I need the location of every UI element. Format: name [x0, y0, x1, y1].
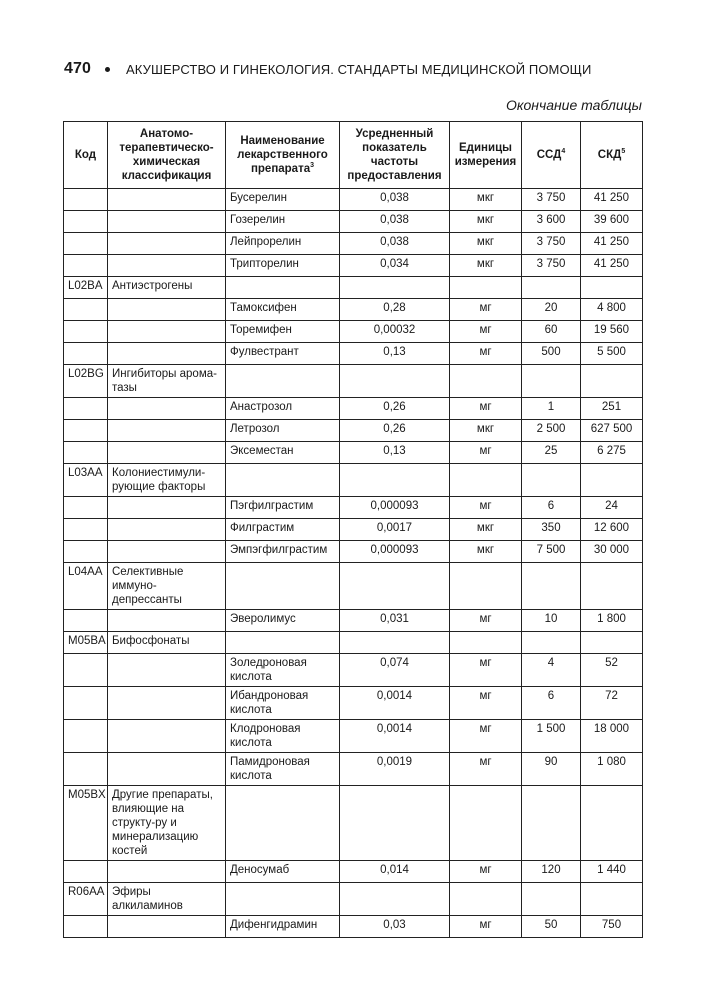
- table-cell-drug: Трипторелин: [226, 255, 340, 277]
- table-cell-frequency: [340, 365, 450, 398]
- table-cell-drug: Летрозол: [226, 420, 340, 442]
- table-cell-atc: Другие препараты, влияющие на структу-ру и минерализацию костей: [108, 786, 226, 861]
- table-cell-ssd: 3 750: [522, 255, 581, 277]
- table-cell-ssd: 4: [522, 654, 581, 687]
- table-header-row: [64, 122, 643, 189]
- table-cell-frequency: [340, 277, 450, 299]
- table-cell-ssd: 350: [522, 519, 581, 541]
- table-cell-skd: 1 440: [581, 861, 643, 883]
- table-cell-drug: Эмпэгфилграстим: [226, 541, 340, 563]
- table-cell-atc: [108, 211, 226, 233]
- table-cell-code: [64, 541, 108, 563]
- table-row: [64, 786, 643, 861]
- col-header-drug: Наименование лекарственного препарата$^3$: [226, 122, 340, 189]
- table-cell-frequency: 0,031: [340, 610, 450, 632]
- table-cell-drug: Филграстим: [226, 519, 340, 541]
- col-header-atc: Анатомо-терапевтическо-химическая классификация: [108, 122, 226, 189]
- table-cell-ssd: [522, 277, 581, 299]
- table-cell-frequency: 0,26: [340, 398, 450, 420]
- table-cell-drug: Лейпрорелин: [226, 233, 340, 255]
- table-cell-drug: [226, 464, 340, 497]
- table-cell-atc: [108, 610, 226, 632]
- table-cell-unit: мкг: [450, 541, 522, 563]
- table-cell-unit: мг: [450, 497, 522, 519]
- table-cell-code: M05BA: [64, 632, 108, 654]
- table-cell-unit: [450, 365, 522, 398]
- table-cell-ssd: 7 500: [522, 541, 581, 563]
- table-cell-atc: [108, 654, 226, 687]
- table-cell-skd: [581, 883, 643, 916]
- table-cell-unit: мкг: [450, 233, 522, 255]
- table-cell-ssd: 6: [522, 497, 581, 519]
- table-cell-drug: Памидроновая кислота: [226, 753, 340, 786]
- table-cell-atc: [108, 861, 226, 883]
- table-cell-code: R06AA: [64, 883, 108, 916]
- table-cell-unit: мг: [450, 720, 522, 753]
- table-cell-frequency: 0,074: [340, 654, 450, 687]
- table-cell-ssd: 3 600: [522, 211, 581, 233]
- table-cell-unit: [450, 632, 522, 654]
- table-cell-frequency: 0,0014: [340, 720, 450, 753]
- table-cell-frequency: 0,00032: [340, 321, 450, 343]
- table-cell-code: [64, 343, 108, 365]
- table-row: [64, 255, 643, 277]
- table-cell-unit: мг: [450, 861, 522, 883]
- table-cell-unit: мкг: [450, 211, 522, 233]
- table-row: [64, 442, 643, 464]
- drug-table: [63, 121, 643, 938]
- table-cell-atc: [108, 255, 226, 277]
- col-header-ssd: ССД$^4$: [522, 122, 581, 189]
- table-cell-atc: [108, 321, 226, 343]
- table-cell-ssd: 1: [522, 398, 581, 420]
- table-cell-unit: [450, 464, 522, 497]
- table-cell-drug: [226, 365, 340, 398]
- table-cell-skd: 1 080: [581, 753, 643, 786]
- table-cell-drug: [226, 563, 340, 610]
- table-cell-skd: 12 600: [581, 519, 643, 541]
- table-cell-frequency: [340, 883, 450, 916]
- table-cell-ssd: [522, 786, 581, 861]
- table-cell-skd: 52: [581, 654, 643, 687]
- table-cell-frequency: 0,034: [340, 255, 450, 277]
- table-continuation-note: Окончание таблицы: [505, 97, 642, 113]
- table-cell-atc: Антиэстрогены: [108, 277, 226, 299]
- page-number: 470: [64, 60, 91, 77]
- table-cell-code: [64, 753, 108, 786]
- table-row: [64, 398, 643, 420]
- table-cell-frequency: 0,000093: [340, 497, 450, 519]
- table-cell-ssd: 2 500: [522, 420, 581, 442]
- table-cell-ssd: [522, 464, 581, 497]
- table-cell-drug: [226, 632, 340, 654]
- table-cell-drug: Пэгфилграстим: [226, 497, 340, 519]
- table-cell-ssd: [522, 632, 581, 654]
- running-head: [64, 60, 644, 78]
- table-cell-frequency: 0,014: [340, 861, 450, 883]
- table-cell-skd: [581, 277, 643, 299]
- table-cell-unit: мг: [450, 916, 522, 938]
- table-row: [64, 654, 643, 687]
- table-cell-ssd: 90: [522, 753, 581, 786]
- table-cell-drug: Дифенгидрамин: [226, 916, 340, 938]
- table-row: [64, 632, 643, 654]
- table-cell-ssd: 10: [522, 610, 581, 632]
- table-cell-code: [64, 654, 108, 687]
- col-header-unit: Единицы измерения: [450, 122, 522, 189]
- table-cell-atc: [108, 519, 226, 541]
- table-row: [64, 916, 643, 938]
- table-cell-drug: Анастрозол: [226, 398, 340, 420]
- table-cell-code: M05BX: [64, 786, 108, 861]
- table-cell-skd: [581, 786, 643, 861]
- table-cell-code: [64, 610, 108, 632]
- table-cell-skd: [581, 632, 643, 654]
- table-cell-atc: Ингибиторы аромa-тазы: [108, 365, 226, 398]
- table-cell-frequency: 0,13: [340, 442, 450, 464]
- table-cell-unit: [450, 563, 522, 610]
- table-cell-drug: Золедроновая кислота: [226, 654, 340, 687]
- table-cell-skd: 30 000: [581, 541, 643, 563]
- table-cell-frequency: 0,0017: [340, 519, 450, 541]
- table-cell-skd: 5 500: [581, 343, 643, 365]
- table-row: [64, 464, 643, 497]
- table-cell-skd: 41 250: [581, 255, 643, 277]
- table-cell-drug: Деносумаб: [226, 861, 340, 883]
- table-row: [64, 687, 643, 720]
- table-cell-unit: мкг: [450, 189, 522, 211]
- table-cell-code: [64, 321, 108, 343]
- table-cell-frequency: [340, 464, 450, 497]
- bullet-separator: [105, 67, 110, 72]
- table-cell-code: L02BA: [64, 277, 108, 299]
- table-cell-skd: 41 250: [581, 189, 643, 211]
- table-row: [64, 343, 643, 365]
- table-cell-code: [64, 211, 108, 233]
- table-cell-frequency: 0,13: [340, 343, 450, 365]
- table-row: [64, 211, 643, 233]
- table-cell-ssd: 500: [522, 343, 581, 365]
- table-cell-unit: мкг: [450, 255, 522, 277]
- table-cell-unit: [450, 883, 522, 916]
- table-cell-ssd: [522, 563, 581, 610]
- table-row: [64, 861, 643, 883]
- table-cell-frequency: [340, 563, 450, 610]
- table-row: [64, 519, 643, 541]
- table-cell-atc: [108, 233, 226, 255]
- table-cell-code: [64, 519, 108, 541]
- table-row: [64, 753, 643, 786]
- table-cell-atc: [108, 916, 226, 938]
- table-cell-atc: [108, 343, 226, 365]
- table-cell-unit: мг: [450, 343, 522, 365]
- col-header-code: Код: [64, 122, 108, 189]
- table-cell-skd: 18 000: [581, 720, 643, 753]
- table-cell-unit: мг: [450, 442, 522, 464]
- table-cell-skd: 6 275: [581, 442, 643, 464]
- table-cell-ssd: 3 750: [522, 189, 581, 211]
- table-cell-atc: Селективные иммуно-депрессанты: [108, 563, 226, 610]
- table-row: [64, 365, 643, 398]
- table-row: [64, 277, 643, 299]
- table-cell-atc: [108, 497, 226, 519]
- table-cell-skd: 4 800: [581, 299, 643, 321]
- table-cell-skd: 750: [581, 916, 643, 938]
- table-cell-unit: мг: [450, 687, 522, 720]
- table-cell-drug: Гозерелин: [226, 211, 340, 233]
- table-cell-drug: Фулвестрант: [226, 343, 340, 365]
- table-cell-unit: мг: [450, 321, 522, 343]
- table-body: [64, 189, 643, 938]
- table-cell-frequency: [340, 786, 450, 861]
- table-cell-code: L03AA: [64, 464, 108, 497]
- table-cell-drug: Клодроновая кислота: [226, 720, 340, 753]
- table-cell-ssd: 6: [522, 687, 581, 720]
- table-cell-drug: Торемифен: [226, 321, 340, 343]
- table-cell-skd: [581, 563, 643, 610]
- table-cell-frequency: 0,000093: [340, 541, 450, 563]
- book-title: АКУШЕРСТВО И ГИНЕКОЛОГИЯ. СТАНДАРТЫ МЕДИЦИНСКОЙ ПОМОЩИ: [126, 61, 592, 77]
- table-cell-ssd: 60: [522, 321, 581, 343]
- table-cell-atc: [108, 753, 226, 786]
- table-cell-drug: [226, 786, 340, 861]
- table-cell-unit: мкг: [450, 519, 522, 541]
- table-cell-frequency: 0,28: [340, 299, 450, 321]
- table-row: [64, 563, 643, 610]
- table-row: [64, 720, 643, 753]
- table-row: [64, 497, 643, 519]
- table-cell-code: [64, 255, 108, 277]
- table-cell-code: [64, 861, 108, 883]
- table-cell-ssd: 20: [522, 299, 581, 321]
- table-cell-unit: мкг: [450, 420, 522, 442]
- table-cell-atc: [108, 687, 226, 720]
- table-cell-skd: 72: [581, 687, 643, 720]
- table-cell-ssd: 3 750: [522, 233, 581, 255]
- table-cell-code: [64, 916, 108, 938]
- table-row: [64, 299, 643, 321]
- table-cell-atc: [108, 442, 226, 464]
- table-cell-drug: [226, 883, 340, 916]
- table-cell-skd: 41 250: [581, 233, 643, 255]
- table-cell-drug: Тамоксифен: [226, 299, 340, 321]
- table-cell-drug: Эверолимус: [226, 610, 340, 632]
- table-cell-code: L04AA: [64, 563, 108, 610]
- table-cell-atc: Эфиры алкиламинов: [108, 883, 226, 916]
- table-row: [64, 321, 643, 343]
- col-header-frequency: Усредненный показатель частоты предоставления: [340, 122, 450, 189]
- table-cell-skd: 39 600: [581, 211, 643, 233]
- table-cell-code: [64, 398, 108, 420]
- table-cell-unit: мг: [450, 654, 522, 687]
- table-row: [64, 420, 643, 442]
- table-cell-ssd: 25: [522, 442, 581, 464]
- table-cell-skd: 627 500: [581, 420, 643, 442]
- table-cell-frequency: 0,03: [340, 916, 450, 938]
- table-cell-code: [64, 420, 108, 442]
- table-cell-skd: 24: [581, 497, 643, 519]
- table-cell-unit: [450, 786, 522, 861]
- table-cell-atc: [108, 720, 226, 753]
- table-cell-frequency: 0,038: [340, 211, 450, 233]
- table-cell-ssd: 50: [522, 916, 581, 938]
- table-cell-frequency: 0,038: [340, 189, 450, 211]
- table-cell-unit: мг: [450, 610, 522, 632]
- table-cell-frequency: 0,0014: [340, 687, 450, 720]
- table-cell-unit: мг: [450, 299, 522, 321]
- table-cell-atc: [108, 420, 226, 442]
- table-cell-code: [64, 189, 108, 211]
- table-cell-atc: Колониестимули-рующие факторы: [108, 464, 226, 497]
- table-cell-frequency: 0,0019: [340, 753, 450, 786]
- table-cell-code: [64, 497, 108, 519]
- table-cell-code: L02BG: [64, 365, 108, 398]
- table-cell-frequency: 0,26: [340, 420, 450, 442]
- table-cell-unit: [450, 277, 522, 299]
- table-cell-drug: Ибандроновая кислота: [226, 687, 340, 720]
- table-cell-ssd: 120: [522, 861, 581, 883]
- table-cell-ssd: [522, 883, 581, 916]
- table-row: [64, 883, 643, 916]
- table-cell-code: [64, 687, 108, 720]
- table-cell-code: [64, 720, 108, 753]
- table-row: [64, 189, 643, 211]
- table-cell-skd: [581, 365, 643, 398]
- table-row: [64, 541, 643, 563]
- table-cell-drug: Бусерелин: [226, 189, 340, 211]
- table-cell-unit: мг: [450, 753, 522, 786]
- table-cell-ssd: [522, 365, 581, 398]
- table-cell-code: [64, 233, 108, 255]
- table-cell-atc: [108, 541, 226, 563]
- table-cell-code: [64, 442, 108, 464]
- col-header-skd: СКД$^5$: [581, 122, 643, 189]
- table-cell-frequency: 0,038: [340, 233, 450, 255]
- table-cell-atc: [108, 189, 226, 211]
- table-cell-unit: мг: [450, 398, 522, 420]
- table-cell-atc: [108, 398, 226, 420]
- table-cell-atc: [108, 299, 226, 321]
- table-cell-skd: 19 560: [581, 321, 643, 343]
- table-cell-drug: Эксеместан: [226, 442, 340, 464]
- table-cell-drug: [226, 277, 340, 299]
- table-cell-skd: 1 800: [581, 610, 643, 632]
- table-cell-atc: Бифосфонаты: [108, 632, 226, 654]
- table-row: [64, 233, 643, 255]
- table-cell-skd: 251: [581, 398, 643, 420]
- table-cell-ssd: 1 500: [522, 720, 581, 753]
- table-cell-code: [64, 299, 108, 321]
- table-cell-frequency: [340, 632, 450, 654]
- table-cell-skd: [581, 464, 643, 497]
- table-row: [64, 610, 643, 632]
